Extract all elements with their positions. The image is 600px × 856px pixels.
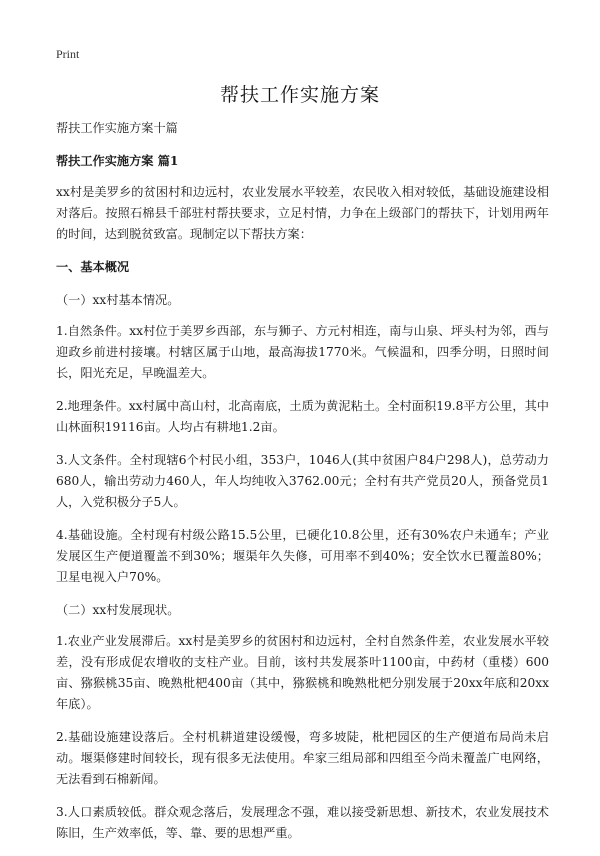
paragraph-infrastructure: 4.基础设施。全村现有村级公路15.5公里，已硬化10.8公里，还有30%农户未通车；产业发展区生产便道覆盖不到30%；堰渠年久失修，可用率不到40%；安全饮水已覆盖80%；卫星电视入户70%。	[56, 528, 549, 584]
heading-basic-overview: 一、基本概况	[56, 260, 130, 274]
subheading-development-status: （二）xx村发展现状。	[56, 603, 180, 617]
paragraph-natural-conditions: 1.自然条件。xx村位于美罗乡西部，东与狮子、方元村相连，南与山泉、坪头村为邻，西与迎政乡前进村接壤。村辖区属于山地，最高海拔1770米。气候温和，四季分明，日照时间长，阳光充足，早晚温差大。	[56, 324, 549, 380]
print-link[interactable]: Print	[56, 47, 80, 61]
section-heading: 帮扶工作实施方案 篇1	[56, 154, 179, 168]
paragraph-population-quality: 3.人口素质较低。群众观念落后，发展理念不强，难以接受新思想、新技术，农业发展技术陈旧，生产效率低，等、靠、要的思想严重。	[56, 805, 549, 840]
page-title: 帮扶工作实施方案	[219, 84, 380, 106]
document-body	[56, 118, 549, 856]
subheading-village-basics: （一）xx村基本情况。	[56, 293, 180, 307]
paragraph-geography: 2.地理条件。xx村属中高山村，北高南底，土质为黄泥粘土。全村面积19.8平方公里，其中山林面积19116亩。人均占有耕地1.2亩。	[56, 399, 549, 434]
paragraph-agriculture: 1.农业产业发展滞后。xx村是美罗乡的贫困村和边远村，全村自然条件差，农业发展水平较差，没有形成促农增收的支柱产业。目前，该村共发展茶叶1100亩，中药材（重楼）600亩、猕猴桃35亩、晚熟枇杷400亩（其中，猕猴桃和晚熟枇杷分别发展于20xx年底和20xx年底）。	[56, 634, 549, 711]
paragraph-population: 3.人文条件。全村现辖6个村民小组，353户，1046人(其中贫困户84户298人)，总劳动力680人，输出劳动力460人，年人均纯收入3762.00元；全村有共产党员20人，预备党员1人，入党积极分子5人。	[56, 453, 549, 509]
intro-paragraph: xx村是美罗乡的贫困村和边远村，农业发展水平较差，农民收入相对较低，基础设施建设相对落后。按照石棉县千部驻村帮扶要求，立足村情，力争在上级部门的帮扶下，计划用两年的时间，达到脱贫致富。现制定以下帮扶方案：	[56, 185, 549, 241]
paragraph-infrastructure-lag: 2.基础设施建设落后。全村机耕道建设缓慢，弯多坡陡，枇杷园区的生产便道布局尚未启动。堰渠修建时间较长，现有很多无法使用。牟家三组局部和四组至今尚未覆盖广电网络，无法看到石棉新闻。	[56, 730, 549, 786]
document-subtitle: 帮扶工作实施方案十篇	[56, 121, 178, 135]
